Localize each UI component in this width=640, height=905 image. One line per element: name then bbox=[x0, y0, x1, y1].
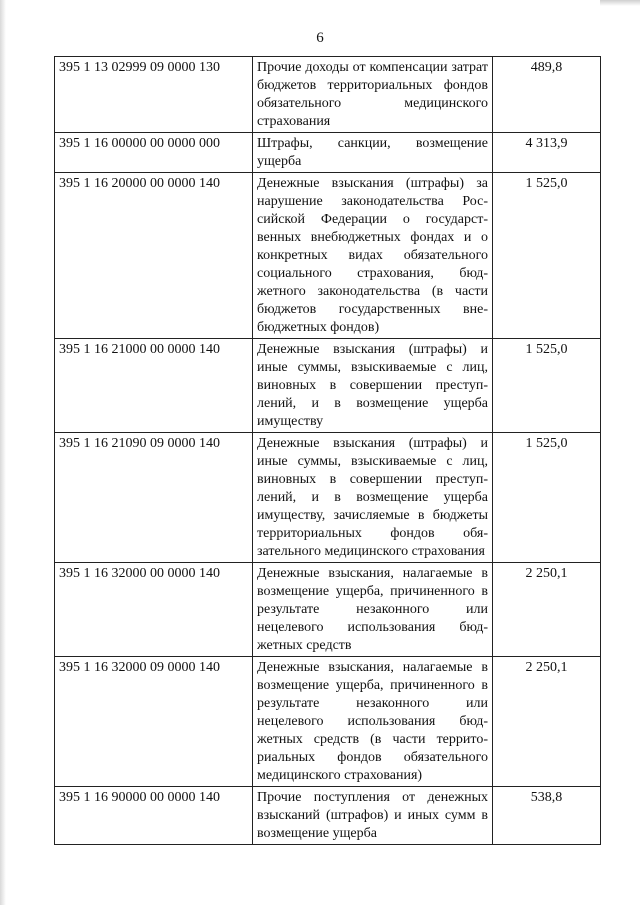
table-row bbox=[55, 657, 601, 787]
budget-classification-code: 395 1 13 02999 09 0000 130 bbox=[55, 57, 253, 133]
amount-value: 538,8 bbox=[493, 787, 601, 845]
revenue-name: Денежные взыскания (штрафы) за нарушение законодательства Российской Федерации о государственных внебюджетных фондах и о конкретных видах обязательного социального страхования, бюджетного законодательства (в части бюджетов государственных внебюджетных фондов) bbox=[253, 173, 493, 339]
table-row bbox=[55, 433, 601, 563]
revenue-name: Прочие доходы от компенсации затрат бюджетов территориальных фондов обязательного медицинского страхования bbox=[253, 57, 493, 133]
amount-value: 1 525,0 bbox=[493, 173, 601, 339]
budget-classification-code: 395 1 16 32000 00 0000 140 bbox=[55, 563, 253, 657]
budget-classification-code: 395 1 16 21000 00 0000 140 bbox=[55, 339, 253, 433]
amount-value: 1 525,0 bbox=[493, 339, 601, 433]
scan-corner-shadow bbox=[600, 0, 640, 6]
table-row bbox=[55, 133, 601, 173]
budget-revenue-table bbox=[54, 56, 601, 845]
amount-value: 2 250,1 bbox=[493, 563, 601, 657]
page-number: 6 bbox=[316, 30, 324, 46]
table-row bbox=[55, 563, 601, 657]
amount-value: 4 313,9 bbox=[493, 133, 601, 173]
budget-classification-code: 395 1 16 00000 00 0000 000 bbox=[55, 133, 253, 173]
table-row bbox=[55, 339, 601, 433]
budget-classification-code: 395 1 16 21090 09 0000 140 bbox=[55, 433, 253, 563]
revenue-name: Денежные взыскания (штрафы) и иные суммы, взыскиваемые с лиц, виновных в совершении преступлений, и в возмещение ущерба имуществу, зачисляемые в бюджеты территориальных фондов обязательного медицинского страхования bbox=[253, 433, 493, 563]
revenue-name: Денежные взыскания, налагаемые в возмещение ущерба, причиненного в результате незаконного или нецелевого использования бюджетных средств bbox=[253, 563, 493, 657]
budget-classification-code: 395 1 16 20000 00 0000 140 bbox=[55, 173, 253, 339]
budget-classification-code: 395 1 16 32000 09 0000 140 bbox=[55, 657, 253, 787]
table-row bbox=[55, 787, 601, 845]
amount-value: 2 250,1 bbox=[493, 657, 601, 787]
amount-value: 1 525,0 bbox=[493, 433, 601, 563]
table-row bbox=[55, 57, 601, 133]
revenue-name: Штрафы, санкции, возмещение ущерба bbox=[253, 133, 493, 173]
revenue-name: Прочие поступления от денежных взысканий (штрафов) и иных сумм в возмещение ущерба bbox=[253, 787, 493, 845]
amount-value: 489,8 bbox=[493, 57, 601, 133]
revenue-name: Денежные взыскания (штрафы) и иные суммы, взыскиваемые с лиц, виновных в совершении преступлений, и в возмещение ущерба имуществу bbox=[253, 339, 493, 433]
revenue-name: Денежные взыскания, налагаемые в возмещение ущерба, причиненного в результате незаконного или нецелевого использования бюджетных средств (в части территориальных фондов обязательного медицинского страхования) bbox=[253, 657, 493, 787]
budget-classification-code: 395 1 16 90000 00 0000 140 bbox=[55, 787, 253, 845]
table-row bbox=[55, 173, 601, 339]
scan-edge-shadow bbox=[0, 0, 6, 905]
